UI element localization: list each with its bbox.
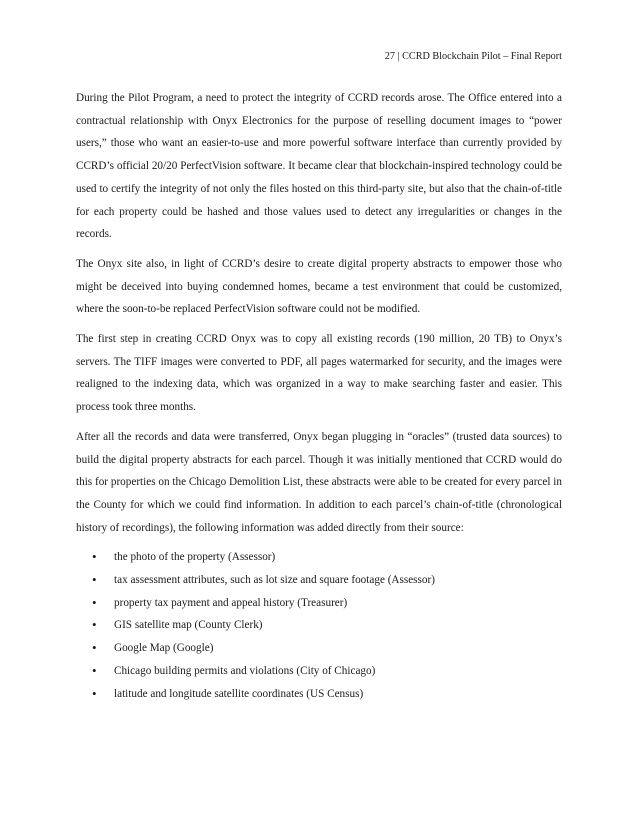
paragraph-pilot-program: During the Pilot Program, a need to protect the integrity of CCRD records arose. The Office entered into a contractual relationship with Onyx Electronics for the purpose of reselling document images to “power users,” those who want an easier-to-use and more powerful software interface than currently provided by CCRD’s official 20/20 PerfectVision software. It became clear that blockchain-inspired technology could be used to certify the integrity of not only the files hosted on this third-party site, but also that the chain-of-title for each property could be hashed and those values used to detect any irregularities or changes in the records. — [76, 92, 562, 241]
list-item: • Google Map (Google) — [76, 637, 562, 660]
list-item: • latitude and longitude satellite coordinates (US Census) — [76, 683, 562, 706]
list-item: • GIS satellite map (County Clerk) — [76, 614, 562, 637]
list-item: • property tax payment and appeal history (Treasurer) — [76, 592, 562, 615]
list-item: • tax assessment attributes, such as lot size and square footage (Assessor) — [76, 569, 562, 592]
information-sources-list-wrap — [76, 546, 562, 705]
paragraph-onyx-site: The Onyx site also, in light of CCRD’s desire to create digital property abstracts to empower those who might be deceived into buying condemned homes, became a test environment that could be customized, where the soon-to-be replaced PerfectVision software could not be modified. — [76, 257, 562, 316]
paragraph-first-step: The first step in creating CCRD Onyx was to copy all existing records (190 million, 20 TB) to Onyx’s servers. The TIFF images were converted to PDF, all pages watermarked for security, and the images were realigned to the indexing data, which was organized in a way to make searching faster and easier. This process took three months. — [76, 333, 562, 414]
running-header: 27 | CCRD Blockchain Pilot – Final Report — [384, 51, 562, 62]
paragraph-oracles: After all the records and data were transferred, Onyx began plugging in “oracles” (trusted data sources) to build the digital property abstracts for each parcel. Though it was initially mentioned that CCRD would do this for properties on the Chicago Demolition List, these abstracts were able to be created for every parcel in the County for which we could find information. In addition to each parcel’s chain-of-title (chronological history of recordings), the following information was added directly from their source: — [76, 430, 562, 534]
list-item: • Chicago building permits and violations (City of Chicago) — [76, 660, 562, 683]
list-item: • the photo of the property (Assessor) — [76, 546, 562, 569]
information-sources-list — [76, 546, 562, 705]
body-content — [76, 87, 562, 705]
